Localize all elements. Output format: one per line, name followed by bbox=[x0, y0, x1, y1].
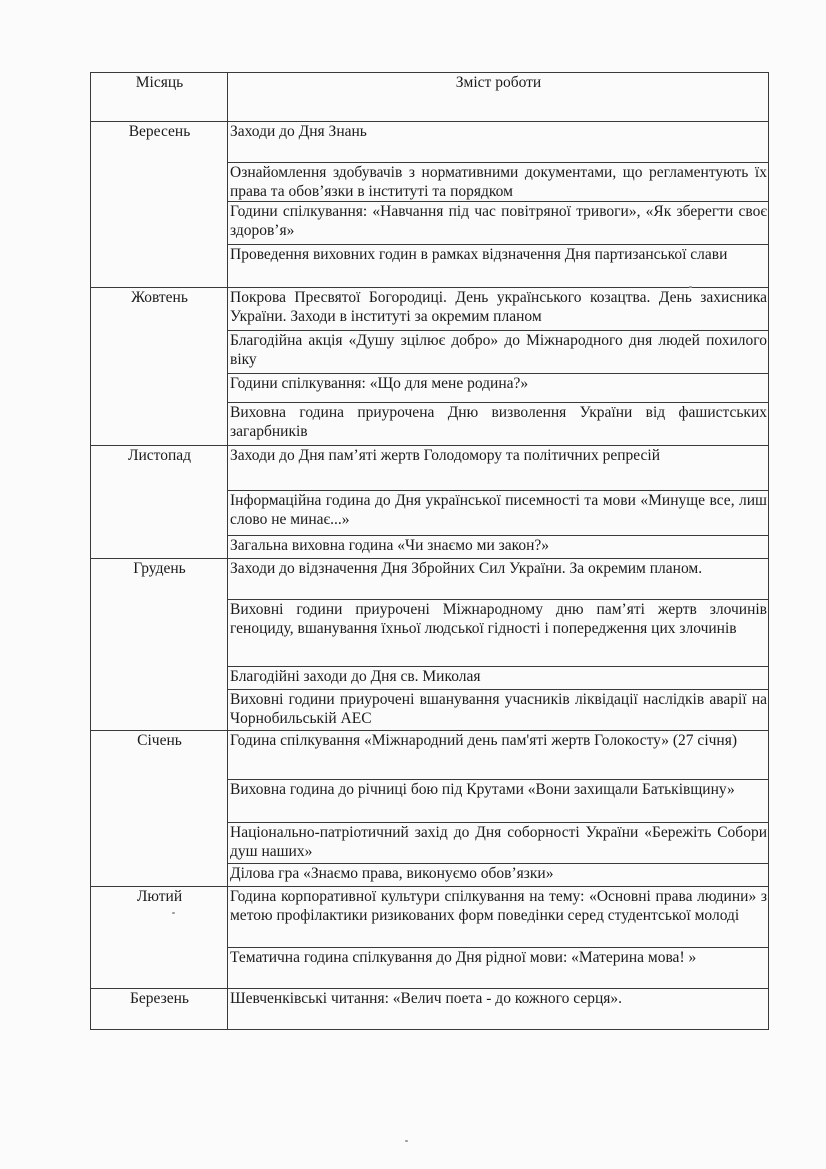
activity-cell: Година корпоративної культури спілкування на тему: «Основні права людини» з метою профілактики ризикованих форм поведінки серед студентської молоді bbox=[228, 887, 769, 948]
activity-cell: Національно-патріотичний захід до Дня соборності України «Бережіть Собори душ наших» bbox=[228, 823, 769, 864]
table-row bbox=[91, 288, 769, 331]
month-cell: Березень bbox=[91, 989, 228, 1030]
activity-cell: Ознайомлення здобувачів з нормативними документами, що регламентують їх права та обов’язки в інституті та порядком bbox=[228, 163, 769, 202]
table-row bbox=[91, 731, 769, 780]
scan-speck bbox=[172, 912, 175, 914]
header-content: Зміст роботи bbox=[228, 73, 769, 122]
activity-cell: Ділова гра «Знаємо права, виконуємо обов’язки» bbox=[228, 864, 769, 887]
table-row bbox=[91, 122, 769, 163]
activity-cell: Години спілкування: «Навчання під час повітряної тривоги», «Як зберегти своє здоров’я» bbox=[228, 202, 769, 245]
table-row bbox=[91, 559, 769, 600]
month-cell: Січень bbox=[91, 731, 228, 887]
scan-speck bbox=[405, 1140, 408, 1142]
scan-speck bbox=[689, 286, 692, 288]
activity-cell: Благодійні заходи до Дня св. Миколая bbox=[228, 667, 769, 690]
activity-cell: Інформаційна година до Дня української писемності та мови «Минуще все, лиш слово не минає...» bbox=[228, 491, 769, 536]
activity-cell: Виховні години приурочені вшанування учасників ліквідації наслідків аварії на Чорнобильській АЕС bbox=[228, 690, 769, 731]
activity-cell: Заходи до Дня Знань bbox=[228, 122, 769, 163]
activity-cell: Заходи до Дня пам’яті жертв Голодомору та політичних репресій bbox=[228, 446, 769, 491]
activity-cell: Тематична година спілкування до Дня рідної мови: «Материна мова! » bbox=[228, 948, 769, 989]
month-cell: Вересень bbox=[91, 122, 228, 288]
header-month: Місяць bbox=[91, 73, 228, 122]
activity-cell: Заходи до відзначення Дня Збройних Сил України. За окремим планом. bbox=[228, 559, 769, 600]
activity-cell: Години спілкування: «Що для мене родина?» bbox=[228, 374, 769, 403]
work-plan-table bbox=[90, 72, 769, 1030]
activity-cell: Година спілкування «Міжнародний день пам'яті жертв Голокосту» (27 січня) bbox=[228, 731, 769, 780]
activity-cell: Виховна година приурочена Дню визволення України від фашистських загарбників bbox=[228, 403, 769, 446]
table-body bbox=[91, 122, 769, 1030]
activity-cell: Загальна виховна година «Чи знаємо ми закон?» bbox=[228, 536, 769, 559]
activity-cell: Благодійна акція «Душу зцілює добро» до Міжнародного дня людей похилого віку bbox=[228, 331, 769, 374]
table-row bbox=[91, 887, 769, 948]
month-cell: Лютий bbox=[91, 887, 228, 989]
activity-cell: Виховна година до річниці бою під Крутами «Вони захищали Батьківщину» bbox=[228, 780, 769, 823]
activity-cell: Шевченківські читання: «Велич поета - до кожного серця». bbox=[228, 989, 769, 1030]
month-cell: Жовтень bbox=[91, 288, 228, 446]
table-row bbox=[91, 446, 769, 491]
month-cell: Листопад bbox=[91, 446, 228, 559]
table-header-row bbox=[91, 73, 769, 122]
activity-cell: Покрова Пресвятої Богородиці. День українського козацтва. День захисника України. Заходи в інституті за окремим планом bbox=[228, 288, 769, 331]
month-cell: Грудень bbox=[91, 559, 228, 731]
activity-cell: Виховні години приурочені Міжнародному дню пам’яті жертв злочинів геноциду, вшанування їхньої людської гідності і попередження цих злочинів bbox=[228, 600, 769, 667]
table-row bbox=[91, 989, 769, 1030]
activity-cell: Проведення виховних годин в рамках відзначення Дня партизанської слави bbox=[228, 245, 769, 288]
